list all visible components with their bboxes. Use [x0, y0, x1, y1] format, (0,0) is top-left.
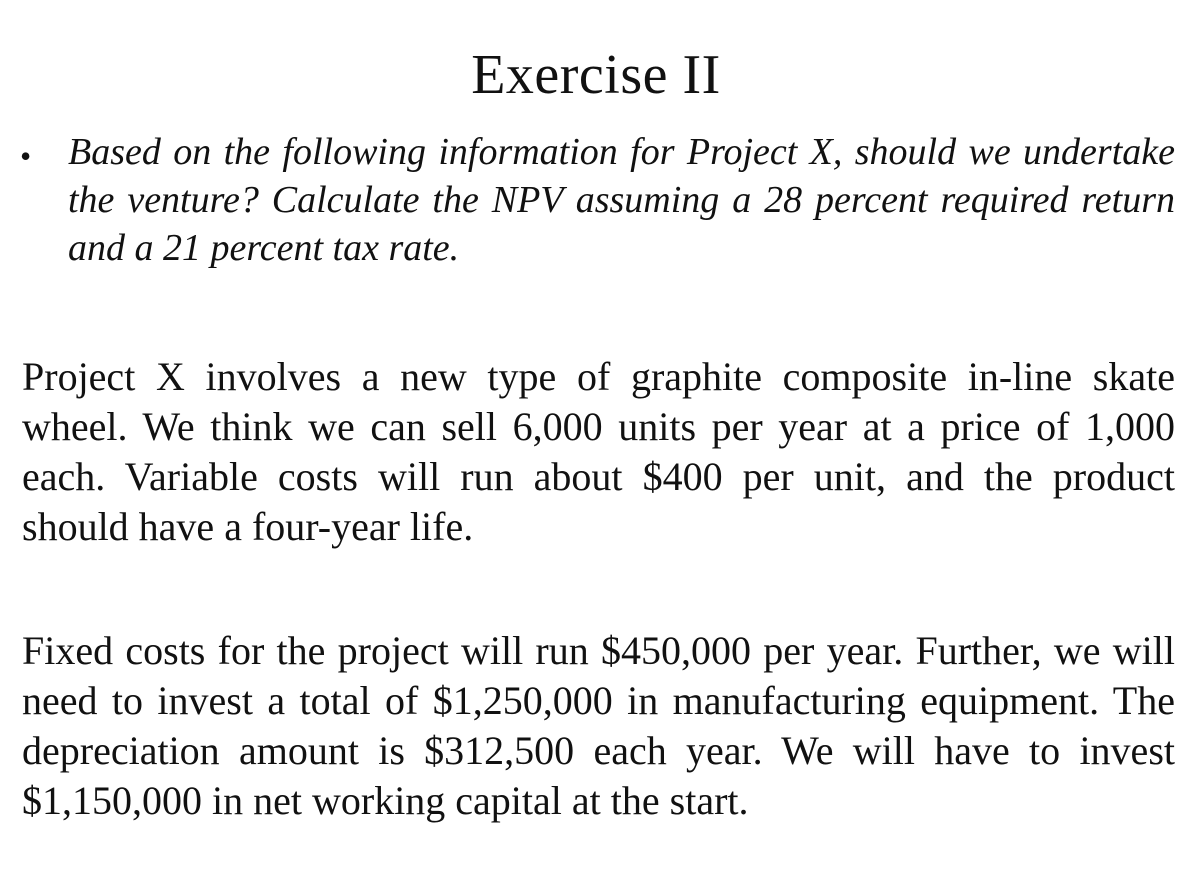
project-description-paragraph: Project X involves a new type of graphite composite in-line skate wheel. We think we can sell 6,000 units per year at a price of 1,000 each. Variable costs will run about $400 per unit, and the product should have a four-year life.: [22, 354, 1175, 549]
slide-title: Exercise II: [471, 44, 721, 106]
question-bullet: [20, 128, 1175, 272]
costs-investment-paragraph: Fixed costs for the project will run $450,000 per year. Further, we will need to invest a total of $1,250,000 in manufacturing equipment. The depreciation amount is $312,500 each year. We will have to invest $1,150,000 in net working capital at the start.: [22, 628, 1175, 823]
bullet-icon: •: [20, 138, 32, 174]
question-text: Based on the following information for Project X, should we undertake the venture? Calculate the NPV assuming a 28 percent required return and a 21 percent tax rate.: [68, 131, 1175, 269]
